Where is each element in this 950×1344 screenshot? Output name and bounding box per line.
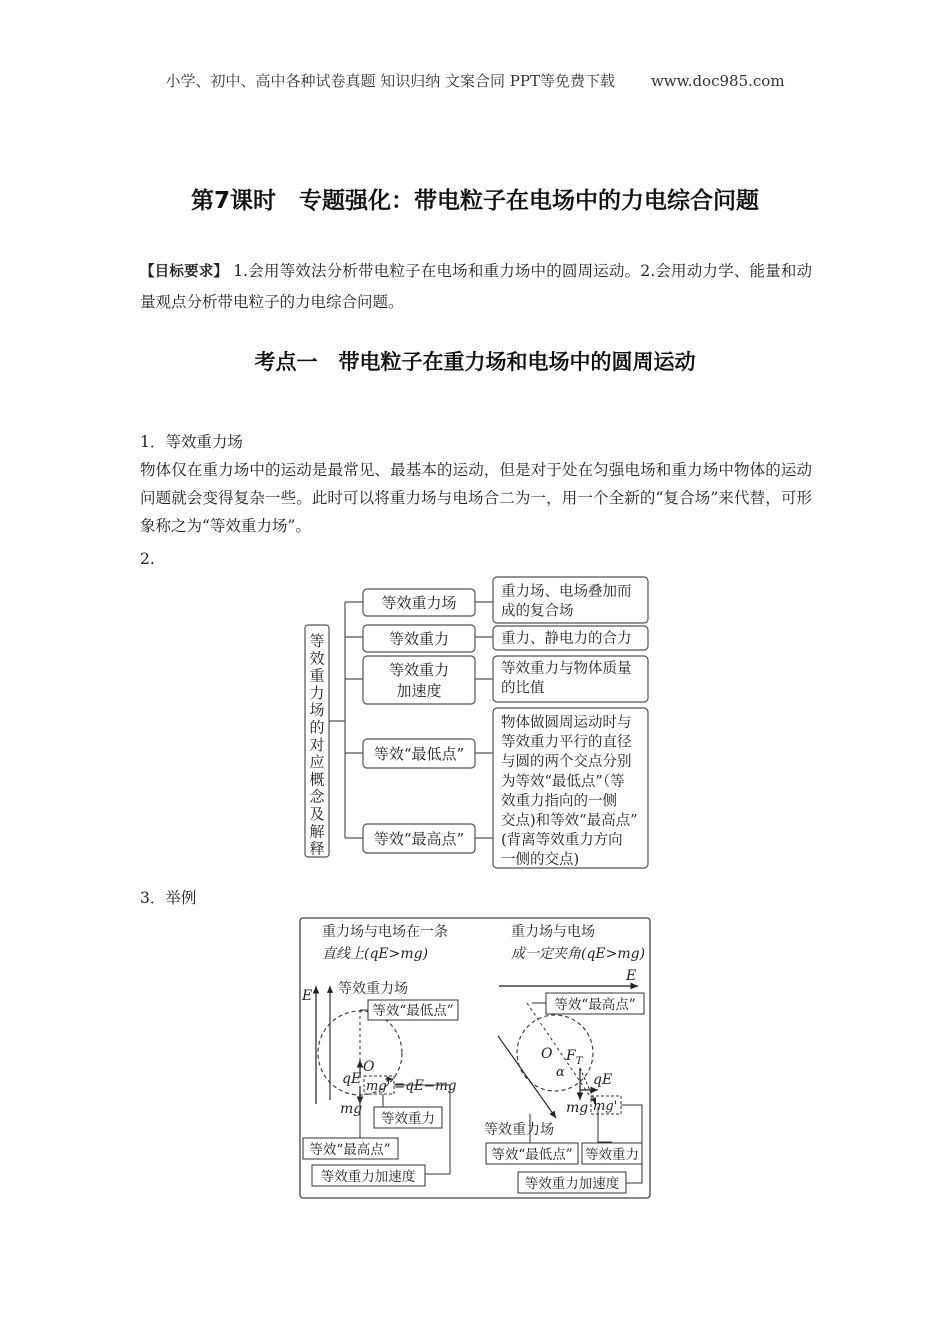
concept-root-char: 场 bbox=[309, 701, 325, 720]
explain-line: 交点)和等效“最高点” bbox=[501, 813, 638, 829]
concept-root-char: 概 bbox=[309, 770, 325, 789]
concept-root-char: 对 bbox=[309, 735, 325, 754]
header-promo-text: 小学、初中、高中各种试卷真题 知识归纳 文案合同 PPT等免费下载 bbox=[165, 72, 615, 90]
concept-root-char: 应 bbox=[309, 753, 325, 772]
section-heading: 考点一 带电粒子在重力场和电场中的圆周运动 bbox=[254, 350, 696, 374]
left-lowest-label: 等效“最低点” bbox=[372, 1003, 454, 1019]
right-field-label: 等效重力场 bbox=[484, 1122, 554, 1138]
right-caption-2: 成一定夹角(qE>mg) bbox=[511, 946, 646, 962]
item2-heading: 2. bbox=[140, 550, 155, 568]
left-mgp-label: mg' bbox=[366, 1079, 391, 1094]
explain-line: (背离等效重力方向 bbox=[501, 832, 623, 849]
explain-line: 与圆的两个交点分别 bbox=[501, 754, 632, 771]
concept-label-accel-2: 加速度 bbox=[396, 682, 442, 700]
right-qe-label: qE bbox=[593, 1072, 613, 1088]
right-ft-label: $F_T$ bbox=[566, 1048, 583, 1067]
left-caption-1: 重力场与电场在一条 bbox=[322, 924, 448, 940]
right-accel-label: 等效重力加速度 bbox=[524, 1176, 620, 1192]
header-site-link[interactable]: www.doc985.com bbox=[650, 72, 785, 90]
concept-root-char: 等 bbox=[309, 632, 325, 650]
right-highest-label: 等效“最高点” bbox=[554, 997, 636, 1013]
concept-label-accel-1: 等效重力 bbox=[388, 661, 450, 679]
item3-heading: 3．举例 bbox=[140, 889, 197, 907]
item1-body: 物体仅在重力场中的运动是最常见、最基本的运动，但是对于处在匀强电场和重力场中物体的运动问题就会变得复杂一些。此时可以将重力场与电场合二为一，用一个全新的“复合场”来代替，可形象称之为“等效重力场”。 bbox=[140, 461, 812, 535]
left-qe-label: qE bbox=[342, 1071, 362, 1087]
goal-tag: 【目标要求】 bbox=[140, 264, 229, 280]
left-field-label: 等效重力场 bbox=[338, 981, 408, 997]
concept-root-char: 及 bbox=[309, 805, 325, 823]
left-gravity-label: 等效重力 bbox=[381, 1111, 435, 1127]
explain-line: 为等效“最低点”（等 bbox=[501, 773, 625, 790]
explain-line: 成的复合场 bbox=[501, 603, 574, 620]
left-eq-label: =qE−mg bbox=[394, 1078, 457, 1094]
item1-heading: 1．等效重力场 bbox=[140, 433, 243, 451]
concept-root-char: 解 bbox=[309, 822, 325, 841]
concept-root-char: 力 bbox=[309, 683, 325, 702]
left-caption-2: 直线上(qE>mg) bbox=[322, 946, 429, 962]
explain-line: 效重力指向的一侧 bbox=[501, 793, 617, 810]
explain-line: 等效重力与物体质量 bbox=[501, 661, 632, 677]
concept-label-gravity: 等效重力 bbox=[388, 630, 450, 648]
right-mg-label: mg bbox=[566, 1100, 589, 1116]
left-accel-label: 等效重力加速度 bbox=[320, 1169, 416, 1185]
right-lowest-label: 等效“最低点” bbox=[491, 1147, 573, 1163]
left-e-label: E bbox=[302, 988, 313, 1004]
concept-root-char: 念 bbox=[309, 787, 325, 806]
lesson-title: 第7课时 专题强化：带电粒子在电场中的力电综合问题 bbox=[190, 188, 759, 214]
left-center-o: O bbox=[363, 1059, 375, 1075]
explain-line: 物体做圆周运动时与 bbox=[501, 715, 632, 731]
right-mgp-label: mg' bbox=[593, 1099, 618, 1114]
right-gravity-label: 等效重力 bbox=[585, 1147, 639, 1163]
right-e-label: E bbox=[626, 968, 637, 984]
right-caption-1: 重力场与电场 bbox=[511, 924, 595, 940]
concept-map-diagram bbox=[0, 572, 950, 872]
concept-label-highest: 等效“最高点” bbox=[373, 830, 465, 848]
explain-line: 一侧的交点) bbox=[501, 852, 580, 869]
goal-text: 1.会用等效法分析带电粒子在电场和重力场中的圆周运动。2.会用动力学、能量和动量观点分析带电粒子的力电综合问题。 bbox=[140, 262, 813, 311]
left-mg-label: mg bbox=[340, 1101, 363, 1117]
examples-diagram bbox=[0, 908, 950, 1208]
right-alpha-label: α bbox=[556, 1065, 565, 1080]
page-header bbox=[0, 70, 950, 91]
right-center-o: O bbox=[541, 1046, 553, 1062]
explain-line: 重力、静电力的合力 bbox=[501, 631, 632, 647]
concept-root-char: 重 bbox=[309, 666, 325, 685]
concept-label-field: 等效重力场 bbox=[381, 594, 457, 612]
concept-root-char: 释 bbox=[309, 839, 325, 858]
explain-line: 重力场、电场叠加而 bbox=[501, 584, 632, 600]
explain-line: 的比值 bbox=[501, 680, 545, 697]
concept-root-char: 效 bbox=[309, 649, 325, 668]
explain-line: 等效重力平行的直径 bbox=[501, 734, 632, 751]
goal-paragraph bbox=[140, 256, 812, 317]
concept-root-char: 的 bbox=[309, 718, 325, 737]
left-highest-label: 等效“最高点” bbox=[309, 1142, 391, 1158]
concept-label-lowest: 等效“最低点” bbox=[373, 745, 465, 763]
